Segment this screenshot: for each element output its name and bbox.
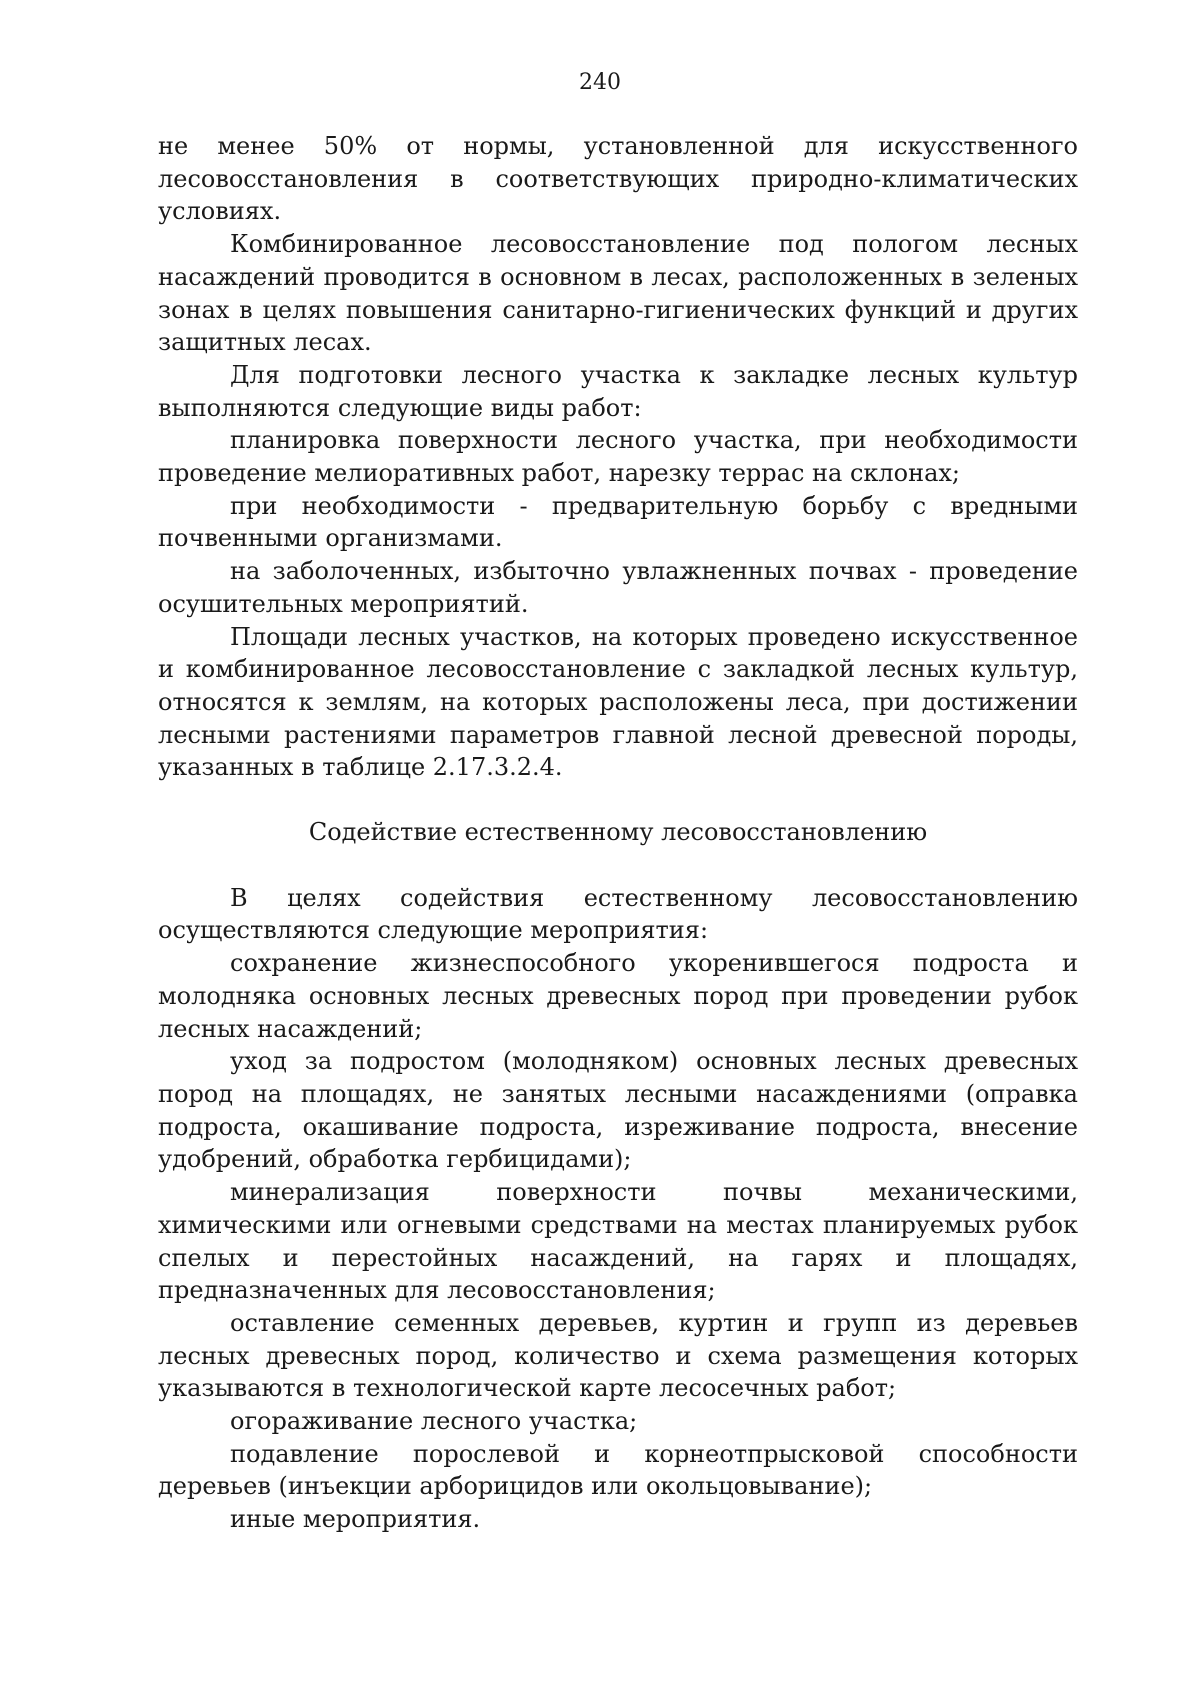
list-item-undergrowth-care: уход за подростом (молодняком) основных лесных древесных пород на площадях, не занятых лесными насаждениями (оправка подроста, окашивание подроста, изреживание подроста, внесение удобрений, обработка гербицидами);	[158, 1047, 1078, 1174]
list-item-other-measures: иные мероприятия.	[230, 1505, 481, 1534]
list-item-seed-trees: оставление семенных деревьев, куртин и групп из деревьев лесных древесных пород, количество и схема размещения которых указываются в технологической карте лесосечных работ;	[158, 1308, 1078, 1403]
list-item-coppice-suppression: подавление порослевой и корнеотпрысковой способности деревьев (инъекции арборицидов или окольцовывание);	[158, 1439, 1078, 1501]
list-item-surface-planning: планировка поверхности лесного участка, при необходимости проведение мелиоративных работ, нарезку террас на склонах;	[158, 426, 1078, 488]
document-body	[158, 130, 1078, 1536]
list-item-drainage: на заболоченных, избыточно увлажненных почвах - проведение осушительных мероприятий.	[158, 557, 1078, 618]
paragraph-land-areas: Площади лесных участков, на которых проведено искусственное и комбинированное лесовосстановление с закладкой лесных культур, относятся к землям, на которых расположены леса, при достижении лесными растениями параметров главной лесной древесной породы, указанных в таблице 2.17.3.2.4.	[158, 622, 1078, 782]
paragraph-natural-reforestation-intro: В целях содействия естественному лесовосстановлению осуществляются следующие мероприятия:	[158, 883, 1078, 945]
paragraph-site-preparation: Для подготовки лесного участка к закладке лесных культур выполняются следующие виды работ:	[158, 360, 1078, 422]
list-item-undergrowth-preservation: сохранение жизнеспособного укоренившегося подроста и молодняка основных лесных древесных пород при проведении рубок лесных насаждений;	[158, 949, 1078, 1043]
list-item-soil-mineralization: минерализация поверхности почвы механическими, химическими или огневыми средствами на местах планируемых рубок спелых и перестойных насаждений, на гарях и площадях, предназначенных для лесовосстановления;	[158, 1178, 1078, 1305]
list-item-pest-control: при необходимости - предварительную борьбу с вредными почвенными организмами.	[158, 491, 1078, 553]
paragraph-combined-reforestation: Комбинированное лесовосстановление под пологом лесных насаждений проводится в основном в лесах, расположенных в зеленых зонах в целях повышения санитарно-гигиенических функций и других защитных лесах.	[158, 230, 1078, 357]
section-heading: Содействие естественному лесовосстановлению	[308, 818, 928, 847]
paragraph-continuation: не менее 50% от нормы, установленной для искусственного лесовосстановления в соответствующих природно-климатических условиях.	[158, 132, 1078, 226]
page-number: 240	[579, 70, 621, 95]
list-item-fencing: огораживание лесного участка;	[230, 1407, 638, 1436]
